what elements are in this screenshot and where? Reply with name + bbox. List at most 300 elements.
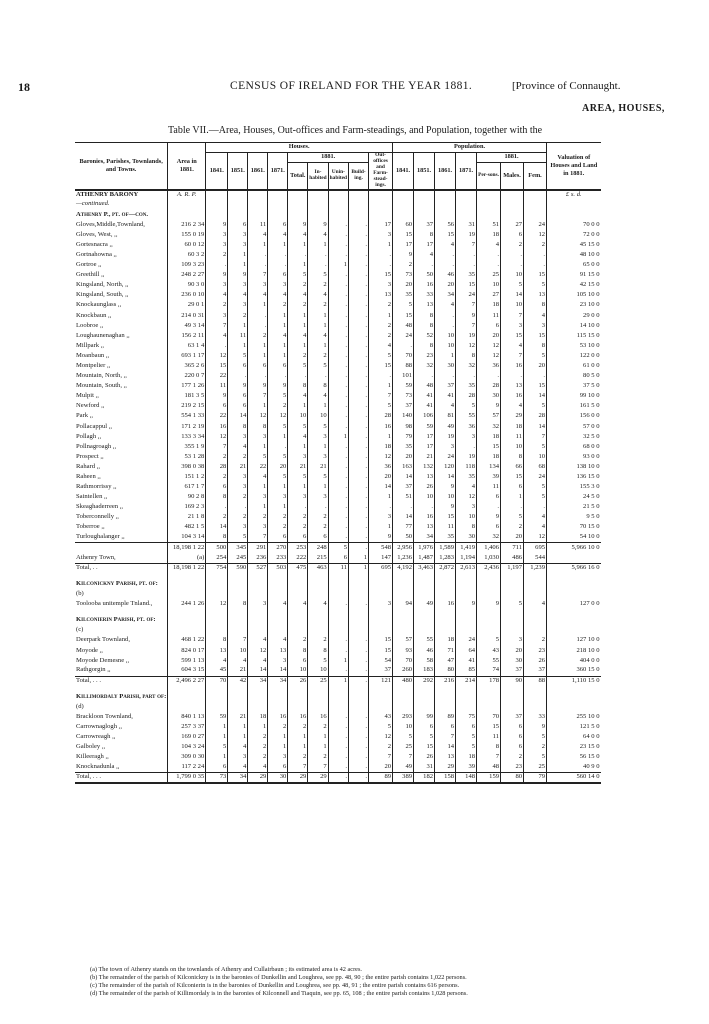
table-row	[75, 301, 601, 311]
value-cell: 79	[393, 432, 414, 442]
row-label: Galboley ,,	[75, 743, 168, 753]
empty-cell	[369, 702, 393, 712]
value-cell: 13	[414, 472, 435, 482]
value-cell: 1	[268, 432, 288, 442]
empty-cell	[435, 210, 456, 220]
value-cell: .	[328, 371, 348, 381]
row-label: Toolooba unitemple Tnland.,	[75, 599, 168, 609]
value-cell: 2	[248, 733, 268, 743]
value-cell: 15	[501, 331, 524, 341]
valuation-cell: 5,966 16 0	[547, 563, 601, 573]
empty-cell	[477, 692, 501, 702]
value-cell: 140	[393, 412, 414, 422]
valuation-cell: 156 0 0	[579, 412, 600, 420]
value-cell: 36	[456, 422, 477, 432]
empty-cell	[435, 200, 456, 210]
empty-cell	[501, 190, 524, 200]
value-cell: .	[524, 371, 547, 381]
value-cell: 80	[435, 666, 456, 676]
empty-cell	[168, 589, 206, 599]
value-cell: 6	[414, 722, 435, 732]
value-cell: 19	[435, 432, 456, 442]
value-cell: .	[328, 331, 348, 341]
persons-header: Per-sons.	[477, 163, 501, 190]
value-cell: 18	[435, 636, 456, 646]
value-cell: 12	[456, 341, 477, 351]
value-cell: 182	[414, 773, 435, 783]
area-cell: 49 3 14	[168, 321, 206, 331]
empty-cell	[328, 626, 348, 636]
value-cell: 2	[308, 636, 328, 646]
area-cell: 214 0 31	[168, 311, 206, 321]
table-row	[75, 523, 601, 533]
value-cell: 10	[501, 301, 524, 311]
value-cell: 42	[228, 676, 248, 686]
empty-cell	[328, 692, 348, 702]
value-cell: .	[435, 311, 456, 321]
area-cell: 1,799 0 35	[168, 773, 206, 783]
value-cell: 75	[456, 712, 477, 722]
empty-cell	[308, 692, 328, 702]
empty-cell	[288, 692, 308, 702]
value-cell: 4	[248, 230, 268, 240]
valuation-cell: 23 10 0	[579, 301, 600, 309]
units-row	[75, 190, 601, 200]
value-cell: .	[501, 250, 524, 260]
value-cell: 1	[268, 503, 288, 513]
value-cell: 20	[435, 280, 456, 290]
table-row	[75, 341, 601, 351]
value-cell: 17	[414, 240, 435, 250]
row-label: Moyode Demesne ,,	[75, 656, 168, 666]
value-cell: 15	[206, 361, 228, 371]
value-cell: 158	[435, 773, 456, 783]
value-cell: 1	[369, 381, 393, 391]
parish-note-text: (c)	[75, 626, 168, 636]
value-cell: 132	[414, 462, 435, 472]
valuation-cell: 72 0 0	[583, 230, 600, 238]
value-cell: 3	[248, 432, 268, 442]
table-row	[75, 492, 601, 502]
empty-cell	[414, 615, 435, 625]
value-cell: 2	[288, 301, 308, 311]
empty-cell	[349, 626, 369, 636]
value-cell: .	[328, 351, 348, 361]
value-cell: 25	[393, 743, 414, 753]
empty-cell	[206, 210, 228, 220]
value-cell: 13	[501, 381, 524, 391]
value-cell: 1	[248, 402, 268, 412]
empty-cell	[435, 702, 456, 712]
value-cell: 118	[456, 462, 477, 472]
value-cell: 26	[288, 676, 308, 686]
area-cell: 117 2 24	[168, 763, 206, 773]
empty-cell	[501, 589, 524, 599]
value-cell: .	[248, 250, 268, 260]
row-label: Killeeragh ,,	[75, 753, 168, 763]
value-cell: 1	[369, 492, 393, 502]
empty-cell	[288, 190, 308, 200]
area-cell: 181 3 5	[168, 392, 206, 402]
value-cell: 4	[308, 291, 328, 301]
value-cell: 260	[393, 666, 414, 676]
area-cell: 171 2 19	[168, 422, 206, 432]
value-cell: 1	[308, 341, 328, 351]
row-label: Total, . .	[75, 563, 168, 573]
value-cell: 5	[524, 351, 547, 361]
value-cell: 6	[268, 270, 288, 280]
value-cell: 544	[524, 553, 547, 563]
empty-cell	[228, 210, 248, 220]
value-cell: 2	[206, 472, 228, 482]
value-cell: 3	[268, 492, 288, 502]
value-cell: 36	[369, 462, 393, 472]
empty-cell	[393, 190, 414, 200]
value-cell: 1	[248, 240, 268, 250]
value-cell: 6	[456, 722, 477, 732]
value-cell: .	[349, 503, 369, 513]
value-cell: 9	[435, 482, 456, 492]
value-cell: 1	[288, 260, 308, 270]
table-row	[75, 753, 601, 763]
value-cell: 2	[288, 722, 308, 732]
row-label: Athenry Town,	[75, 553, 168, 563]
empty-cell	[349, 210, 369, 220]
empty-cell	[547, 702, 601, 712]
value-cell: 33	[414, 291, 435, 301]
value-cell: 4	[228, 763, 248, 773]
value-cell: 99	[414, 712, 435, 722]
table-row	[75, 712, 601, 722]
parish-note	[75, 626, 601, 636]
value-cell: 1	[248, 341, 268, 351]
value-cell: .	[206, 260, 228, 270]
value-cell: 49	[414, 599, 435, 609]
value-cell: 5	[524, 733, 547, 743]
empty-cell	[501, 615, 524, 625]
value-cell: 4	[308, 392, 328, 402]
table-row	[75, 402, 601, 412]
empty-cell	[228, 190, 248, 200]
value-cell: 695	[369, 563, 393, 573]
value-cell: 9	[248, 381, 268, 391]
value-cell: 1	[288, 482, 308, 492]
value-cell: 15	[414, 743, 435, 753]
value-cell: 37	[369, 666, 393, 676]
area-cell: 133 3 34	[168, 432, 206, 442]
empty-cell	[349, 692, 369, 702]
row-label: Gortesnacra ,,	[75, 240, 168, 250]
value-cell: 20	[477, 331, 501, 341]
value-cell: 30	[268, 773, 288, 783]
value-cell: 7	[393, 753, 414, 763]
value-cell: 2	[308, 280, 328, 290]
empty-cell	[308, 210, 328, 220]
value-cell: 21	[308, 462, 328, 472]
valuation-cell: 1,110 15 0	[547, 676, 601, 686]
value-cell: 25	[477, 270, 501, 280]
value-cell: .	[328, 599, 348, 609]
value-cell: 64	[456, 646, 477, 656]
row-label: Toberconnelly ,,	[75, 513, 168, 523]
valuation-cell: 29 0 0	[583, 311, 600, 319]
outoffices-header: Out-offices and Farm-stead-ings.	[369, 153, 393, 190]
value-cell: 32	[477, 422, 501, 432]
value-cell: 2	[308, 351, 328, 361]
value-cell: .	[328, 666, 348, 676]
value-cell: 36	[477, 361, 501, 371]
value-cell: .	[349, 743, 369, 753]
value-cell: 12	[248, 646, 268, 656]
value-cell: 7	[369, 753, 393, 763]
value-cell: 16	[435, 599, 456, 609]
empty-cell	[328, 210, 348, 220]
value-cell: 148	[456, 773, 477, 783]
empty-cell	[228, 579, 248, 589]
value-cell: 2	[524, 743, 547, 753]
empty-cell	[288, 579, 308, 589]
empty-cell	[369, 626, 393, 636]
value-cell: 6	[501, 482, 524, 492]
value-cell: 5	[328, 543, 348, 553]
value-cell: 1	[248, 722, 268, 732]
empty-cell	[477, 579, 501, 589]
empty-cell	[288, 615, 308, 625]
table-row	[75, 381, 601, 391]
value-cell: 14	[228, 412, 248, 422]
value-cell: 1	[349, 563, 369, 573]
value-cell: 2	[308, 523, 328, 533]
value-cell: 4	[268, 636, 288, 646]
area-cell: 599 1 13	[168, 656, 206, 666]
value-cell: 20	[501, 533, 524, 543]
value-cell: 6	[206, 482, 228, 492]
value-cell: .	[435, 321, 456, 331]
value-cell: .	[288, 250, 308, 260]
empty-cell	[393, 589, 414, 599]
parish-heading	[75, 579, 601, 589]
value-cell: 27	[477, 291, 501, 301]
value-cell: 10	[435, 331, 456, 341]
value-cell: 15	[477, 722, 501, 732]
value-cell: .	[228, 503, 248, 513]
value-cell: 18	[501, 422, 524, 432]
value-cell: 4	[308, 331, 328, 341]
value-cell: 475	[288, 563, 308, 573]
value-cell: .	[349, 656, 369, 666]
value-cell: 70	[393, 656, 414, 666]
table-row	[75, 733, 601, 743]
value-cell: 28	[456, 392, 477, 402]
value-cell: 30	[501, 656, 524, 666]
value-cell: .	[501, 260, 524, 270]
value-cell: .	[328, 270, 348, 280]
value-cell: 6	[268, 763, 288, 773]
value-cell: 20	[393, 280, 414, 290]
value-cell: 1	[288, 311, 308, 321]
value-cell: 1	[206, 722, 228, 732]
value-cell: 6	[308, 533, 328, 543]
valuation-cell: 105 10 0	[576, 291, 600, 299]
footnotes	[90, 966, 468, 998]
value-cell: 1	[328, 676, 348, 686]
value-cell: 37	[435, 381, 456, 391]
value-cell: 6	[435, 722, 456, 732]
empty-cell	[414, 200, 435, 210]
value-cell: 77	[393, 523, 414, 533]
empty-cell	[168, 626, 206, 636]
parish-note-text: (b)	[75, 589, 168, 599]
value-cell: 52	[414, 331, 435, 341]
value-cell: 1	[369, 523, 393, 533]
area-cell: 244 1 26	[168, 599, 206, 609]
value-cell: 3	[369, 599, 393, 609]
value-cell: 13	[268, 646, 288, 656]
row-label: Carrownaglogh ,,	[75, 722, 168, 732]
valuation-cell: 70 15 0	[579, 523, 600, 531]
value-cell: 6	[248, 361, 268, 371]
page-subtitle: AREA, HOUSES,	[582, 103, 665, 114]
value-cell: 527	[248, 563, 268, 573]
value-cell: 57	[393, 636, 414, 646]
value-cell: 2	[288, 351, 308, 361]
valuation-cell: 53 10 0	[579, 341, 600, 349]
value-cell: 4	[288, 392, 308, 402]
value-cell: 9	[206, 270, 228, 280]
value-cell: .	[501, 503, 524, 513]
value-cell: 14	[369, 482, 393, 492]
empty-cell	[456, 579, 477, 589]
value-cell: 15	[393, 311, 414, 321]
value-cell: 2	[268, 513, 288, 523]
table-row	[75, 503, 601, 513]
value-cell: .	[349, 599, 369, 609]
value-cell: 19	[456, 230, 477, 240]
empty-cell	[168, 200, 206, 210]
value-cell: 4	[206, 331, 228, 341]
value-cell: 4	[268, 230, 288, 240]
value-cell: 28	[369, 412, 393, 422]
value-cell: 3	[369, 230, 393, 240]
value-cell: 1	[268, 351, 288, 361]
value-cell: .	[349, 240, 369, 250]
area-cell: 693 1 17	[168, 351, 206, 361]
value-cell: 13	[524, 291, 547, 301]
value-cell: 1	[501, 492, 524, 502]
value-cell: 1	[308, 311, 328, 321]
empty-cell	[393, 200, 414, 210]
value-cell: 2,613	[456, 563, 477, 573]
value-cell: 6	[328, 553, 348, 563]
value-cell: 1	[206, 733, 228, 743]
table-row	[75, 432, 601, 442]
value-cell: 147	[369, 553, 393, 563]
valuation-cell: 14 10 0	[579, 321, 600, 329]
value-cell: .	[328, 763, 348, 773]
value-cell: 4	[414, 250, 435, 260]
table-row	[75, 412, 601, 422]
empty-cell	[501, 692, 524, 702]
value-cell: 6	[228, 402, 248, 412]
table-row	[75, 250, 601, 260]
value-cell: .	[228, 371, 248, 381]
value-cell: 2	[268, 523, 288, 533]
value-cell: .	[328, 733, 348, 743]
value-cell: 50	[393, 533, 414, 543]
value-cell: 5	[477, 636, 501, 646]
value-cell: 10	[414, 492, 435, 502]
empty-cell	[349, 579, 369, 589]
empty-cell	[228, 702, 248, 712]
value-cell: 94	[393, 599, 414, 609]
value-cell: 2	[288, 636, 308, 646]
houses-1871-header: 1871.	[268, 153, 288, 190]
value-cell: 50	[414, 270, 435, 280]
valuation-cell: 57 0 0	[583, 422, 600, 430]
value-cell: 7	[248, 533, 268, 543]
value-cell: 5	[248, 452, 268, 462]
value-cell: 70	[206, 676, 228, 686]
value-cell: .	[268, 442, 288, 452]
value-cell: 1	[308, 743, 328, 753]
value-cell: 4	[248, 763, 268, 773]
value-cell: 10	[501, 270, 524, 280]
value-cell: 35	[393, 442, 414, 452]
row-label: Millpark ,,	[75, 341, 168, 351]
value-cell: 6	[477, 321, 501, 331]
value-cell: 4	[228, 656, 248, 666]
value-cell: 5	[369, 351, 393, 361]
value-cell: 4	[268, 331, 288, 341]
value-cell: 8	[288, 646, 308, 656]
value-cell: 15	[435, 230, 456, 240]
value-cell: 27	[501, 220, 524, 230]
value-cell: .	[328, 402, 348, 412]
value-cell: 2	[288, 280, 308, 290]
row-label: Loughaunenaghan ,,	[75, 331, 168, 341]
value-cell: 14	[501, 291, 524, 301]
value-cell: .	[328, 280, 348, 290]
table-caption: Table VII.—Area, Houses, Out-offices and Farm-steadings, and Population, together with the	[168, 125, 543, 136]
area-cell: 151 1 2	[168, 472, 206, 482]
value-cell: 3	[435, 442, 456, 452]
value-cell: 1	[288, 321, 308, 331]
area-cell: 21 1 8	[168, 513, 206, 523]
value-cell: 8	[456, 523, 477, 533]
area-cell: 554 1 33	[168, 412, 206, 422]
value-cell: 23	[524, 646, 547, 656]
value-cell: 8	[414, 321, 435, 331]
value-cell: 11	[477, 482, 501, 492]
value-cell: 5	[308, 422, 328, 432]
value-cell: 4	[524, 523, 547, 533]
value-cell: 236	[248, 553, 268, 563]
row-label: Moyode ,,	[75, 646, 168, 656]
empty-cell	[456, 210, 477, 220]
table-row	[75, 462, 601, 472]
value-cell: 1,197	[501, 563, 524, 573]
value-cell: 16	[308, 712, 328, 722]
value-cell: 3	[206, 230, 228, 240]
value-cell: .	[328, 452, 348, 462]
value-cell: 253	[288, 543, 308, 553]
table-row	[75, 656, 601, 666]
value-cell: 4	[206, 656, 228, 666]
value-cell: 10	[477, 280, 501, 290]
value-cell: 101	[393, 371, 414, 381]
value-cell: .	[328, 492, 348, 502]
value-cell: 13	[369, 291, 393, 301]
